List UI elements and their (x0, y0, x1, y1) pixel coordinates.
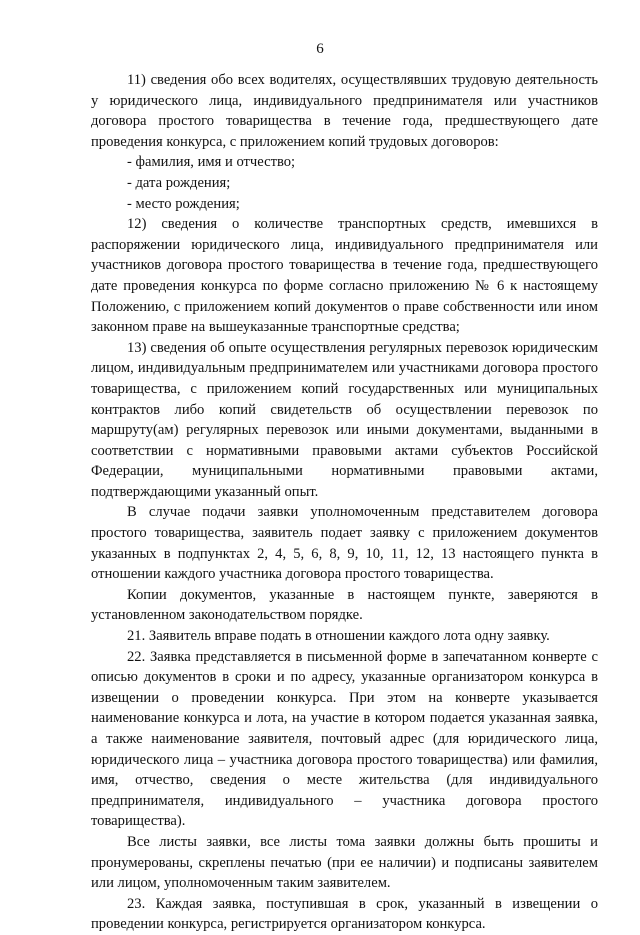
paragraph-clause-21: 21. Заявитель вправе подать в отношении каждого лота одну заявку. (127, 628, 550, 645)
paragraph-sheets-binding: Все листы заявки, все листы тома заявки должны быть прошиты и пронумерованы, скреплены печатью (при ее наличии) и подписаны заявителем или лицом, уполномоченным таким заявителем. (91, 833, 598, 892)
paragraph-item-12: 12) сведения о количестве транспортных средств, имевшихся в распоряжении юридического лица, индивидуального предпринимателя или участников договора простого товарищества в течение года, предшествующего дате проведения конкурса по форме согласно приложению № 6 к настоящему Положению, с приложением копий документов о праве собственности или ином законном праве на вышеуказанные транспортные средства; (91, 216, 598, 336)
paragraph-clause-23: 23. Каждая заявка, поступившая в срок, указанный в извещении о проведении конкурса, регистрируется организатором конкурса. (91, 895, 598, 933)
paragraph-document-copies: Копии документов, указанные в настоящем пункте, заверяются в установленном законодательством порядке. (91, 586, 598, 624)
document-body (91, 70, 598, 935)
list-item-birth-date: - дата рождения; (127, 174, 231, 191)
paragraph-item-13: 13) сведения об опыте осуществления регулярных перевозок юридическим лицом, индивидуальным предпринимателем или участниками договора простого товарищества, с приложением копий государственных или муниципальных контрактов либо копий свидетельств об осуществлении перевозок по маршруту(ам) регулярных перевозок или иными документами, выданными в соответствии с нормативными правовыми актами субъектов Российской Федерации, муниципальными нормативными правовыми актами, подтверждающими указанный опыт. (91, 339, 598, 500)
list-item-full-name: - фамилия, имя и отчество; (127, 154, 296, 171)
paragraph-item-11: 11) сведения обо всех водителях, осуществлявших трудовую деятельность у юридического лица, индивидуального предпринимателя или участников договора простого товарищества в течение года, предшествующего дате проведения конкурса, с приложением копий трудовых договоров: (91, 72, 598, 150)
page-number: 6 (316, 41, 324, 57)
paragraph-representative-case: В случае подачи заявки уполномоченным представителем договора простого товарищества, заявитель подает заявку с приложением документов указанных в подпунктах 2, 4, 5, 6, 8, 9, 10, 11, 12, 13 настоящего пункта в отношении каждого участника договора простого товарищества. (91, 504, 598, 583)
paragraph-clause-22: 22. Заявка представляется в письменной форме в запечатанном конверте с описью документов в сроки и по адресу, указанные организатором конкурса в извещении о проведении конкурса. При этом на конверте указывается наименование конкурса и лота, на участие в котором подается указанная заявка, а также наименование заявителя, почтовый адрес (для юридического лица, юридического лица – участника договора простого товарищества) или фамилия, имя, отчество, сведения о месте жительства (для индивидуального предпринимателя, индивидуального – участника договора простого товарищества). (91, 648, 598, 830)
list-item-birth-place: - место рождения; (127, 195, 240, 212)
